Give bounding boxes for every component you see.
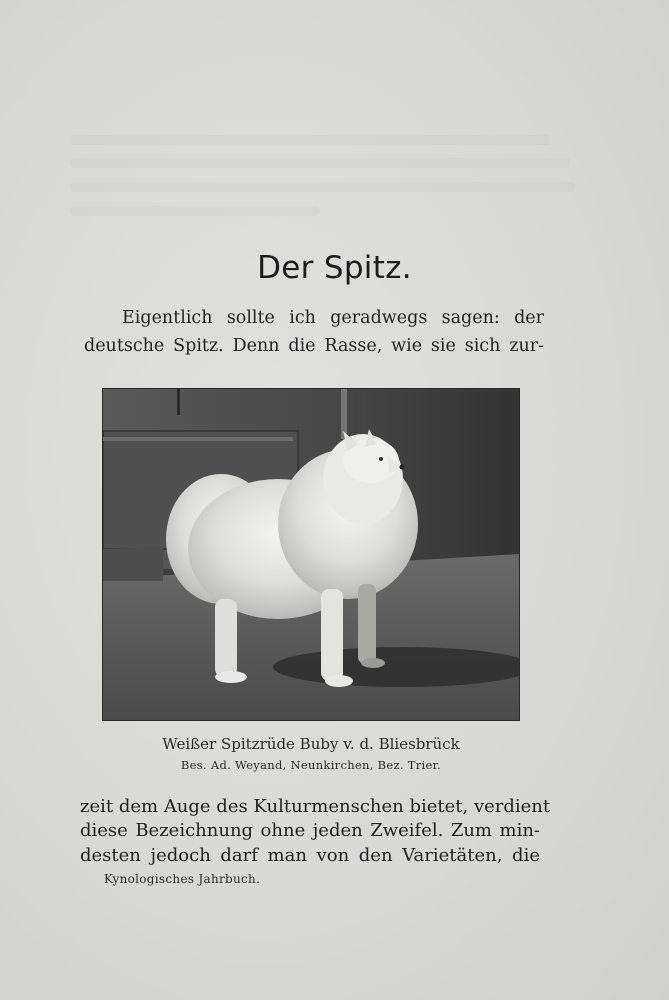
text-line: deutsche Spitz. Denn die Rasse, wie sie sich zur-	[84, 336, 544, 356]
signature-line: Kynologisches Jahrbuch.	[104, 872, 261, 886]
text-line: Eigentlich sollte ich geradwegs sagen: der	[122, 308, 544, 328]
bleed-through-line	[70, 158, 570, 168]
text-line: zeit dem Auge des Kulturmenschen bietet, verdient	[80, 796, 551, 817]
bleed-through-line	[70, 206, 320, 216]
dog-photograph	[103, 389, 519, 720]
text-line: diese Bezeichnung ohne jeden Zweifel. Zum min-	[80, 820, 540, 841]
figure-credit: Bes. Ad. Weyand, Neunkirchen, Bez. Trier.	[180, 758, 442, 772]
spitz-dog-image	[103, 389, 519, 720]
page-title: Der Spitz.	[257, 250, 412, 286]
bleed-through-line	[70, 135, 550, 145]
text-line: desten jedoch darf man von den Varietäten, die	[80, 845, 540, 866]
bleed-through-line	[70, 182, 575, 192]
figure-caption: Weißer Spitzrüde Buby v. d. Bliesbrück	[162, 735, 460, 753]
